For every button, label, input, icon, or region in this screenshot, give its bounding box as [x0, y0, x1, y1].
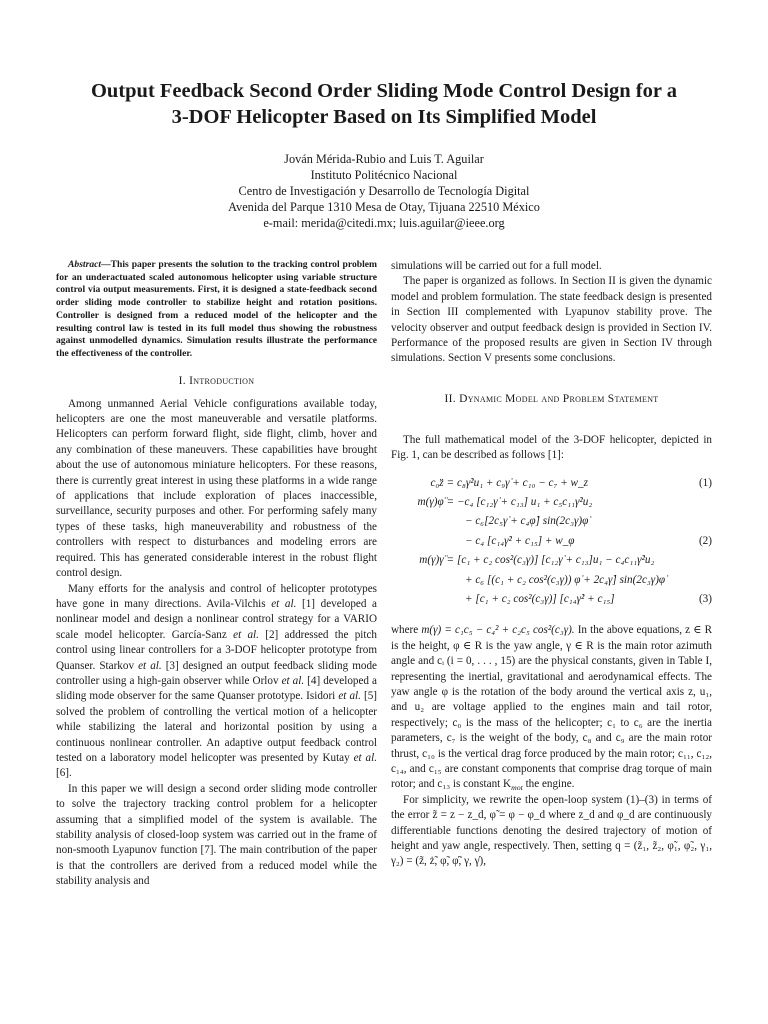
equation-2-rhs-3: − c₄ [c₁₄γ̇² + c₁₅] + w_φ — [465, 534, 575, 547]
equation-2-line-2 — [391, 512, 712, 531]
model-intro-paragraph: The full mathematical model of the 3-DOF helicopter, depicted in Fig. 1, can be described as follows [1]: — [391, 433, 712, 462]
equation-2-rhs-2: − c₆[2c₅γ̇ + c₄φ̇] sin(2c₃γ)φ̇ — [465, 515, 589, 528]
intro-paragraph-1: Among unmanned Aerial Vehicle configurations available today, helicopters are one the most maneuverable and versatile platforms. Helicopters can perform forward flight, side flight, climb, hover and any combination of these maneuvers. These capabilities have brought about the use of autonomous miniature helicopters. For these reasons, there is currently great interest in using these platforms in a wide range of applications that include exploration of places inaccessible, surveillance, security purposes and other. For performing safely many types of these tasks, high maneuverability and robustness of the controllers with respect to disturbances and modeling errors are required. This has generated considerable interest in the robust flight control design. — [56, 397, 377, 580]
equation-number-1: (1) — [698, 476, 712, 489]
affiliation-address: Avenida del Parque 1310 Mesa de Otay, Tijuana 22510 México — [228, 200, 540, 214]
section-heading-dynamic-model: II. Dynamic Model and Problem Statement — [444, 392, 659, 405]
right-paragraph-continued: simulations will be carried out for a full model. — [391, 260, 602, 272]
model-simplicity-paragraph: For simplicity, we rewrite the open-loop system (1)–(3) in terms of the error z̃ = z − z_d, φ̃ = φ − φ_d where z_d and φ_d are continuously differentiable functions denoting the desired trajectory of motion of height and yaw angle, respectively. Then, setting q = (z̃₁, z̃₂, φ̃₁, φ̃₂, γ₁, γ₂) = (z̃, ż̃, φ̃, φ̇̃, γ, γ̇), — [391, 793, 712, 868]
paper-title — [40, 78, 728, 130]
equation-3-rhs-2: + c₆ [(c₁ + c₂ cos²(c₃γ)) φ̇ + 2c₄γ̇] sin(2c₃γ)φ̇ — [465, 573, 666, 586]
organization-paragraph: The paper is organized as follows. In Section II is given the dynamic model and problem formulation. The state feedback design is presented in Section III complemented with Lyapunov stability prove. The velocity observer and output feedback design is provided in Section IV. Performance of the proposed results are given in Section IV through simulations. Section V presents some conclusions. — [391, 275, 712, 365]
inline-math-m-gamma: m(γ) = c₁c₅ − c₄² + c₂c₅ cos²(c₃γ). — [421, 624, 575, 637]
abstract-label: Abstract — [68, 259, 102, 270]
equation-3-lhs: m(γ)γ̈ = — [419, 554, 454, 567]
equation-3-line-3 — [391, 590, 712, 609]
equation-3-rhs-1: [c₁ + c₂ cos²(c₃γ)] [c₁₂γ̇ + c₁₃]u₁ − c₄c₁₁γ̇²u₂ — [457, 554, 655, 567]
equation-block — [391, 474, 712, 610]
affiliation-center: Centro de Investigación y Desarrollo de Tecnología Digital — [238, 184, 530, 198]
right-column — [391, 259, 712, 870]
equation-number-3: (3) — [698, 593, 712, 605]
intro-paragraph-3: In this paper we will design a second order sliding mode controller to solve the trajectory tracking control problem for a helicopter assuming that a simplified model of the system is available. The stability analysis of closed-loop system was carried out in the frame of non-smooth Lyapunov function [7]. The main contribution of the paper is that the controllers are derived from a reduced model while the stability analysis and — [56, 782, 377, 888]
equation-1-rhs: c₈γ̇²u₁ + c₉γ̇ + c₁₀ − c₇ + w_z — [457, 476, 588, 489]
equation-number-2: (2) — [698, 534, 712, 547]
equation-2-rhs-1: −c₄ [c₁₂γ̇ + c₁₃] u₁ + c₅c₁₁γ̇²u₂ — [457, 496, 593, 509]
author-names: Jován Mérida-Rubio and Luis T. Aguilar — [284, 152, 484, 166]
equation-2-line-3 — [391, 532, 712, 551]
model-where-paragraph: where m(γ) = c₁c₅ − c₄² + c₂c₅ cos²(c₃γ). In the above equations, z ∈ R is the height, φ ∈ R is the yaw angle, γ ∈ R is the main rotor azimuth angle and cᵢ (i = 0, . . . , 15) are the physical constants, given in Table I, representing the inertial, gravitational and aerodynamical effects. The yaw angle φ is the rotation of the body around the vertical axis z, u₁, and u₂ are voltage applied to the engines main and tail rotor, respectively; c₀ is the mass of the helicopter; c₁ to c₆ are the inertia parameters, c₇ is the weight of the body, c₈ and c₉ are the main rotor thrust, c₁₀ is the vertical drag force produced by the main rotor; c₁₁, c₁₂, c₁₄, and c₁₅ are constant components that comprise drag torque of main rotor; and c₁₃ is constant $K_{mot}$ the engine. — [391, 624, 712, 793]
title-line-2: 3-DOF Helicopter Based on Its Simplified Model — [171, 106, 597, 128]
author-email: e-mail: merida@citedi.mx; luis.aguilar@ieee.org — [263, 216, 505, 230]
equation-2-lhs: m(γ)φ̈ = — [417, 496, 454, 509]
intro-paragraph-2: Many efforts for the analysis and control of helicopter prototypes have gone in many directions. Avila-Vilchis et al. [1] developed a nonlinear model and design a nonlinear control strategy for a VARIO scale model helicopter. García-Sanz et al. [2] addressed the pitch control using linear controllers for a 3-DOF helicopter prototype from Quanser. Starkov et al. [3] designed an output feedback sliding mode controller using a high-gain observer while Orlov et al. [4] developed a sliding mode observer for the same Quanser prototype. Isidori et al. [5] solved the problem of controlling the vertical motion of a helicopter while stabilizing the lateral and horizontal position by using a continuous nonlinear controller. An adaptive output feedback control tested on a laboratory model helicopter was presented by Kutay et al. [6]. — [56, 582, 378, 780]
abstract-text: —This paper presents the solution to the tracking control problem for an underactuated scaled autonomous helicopter using variable structure control via output measurements. First, it is designed a state-feedback second order sliding mode controller to stabilize height and rotation positions. Controller is designed from a reduced model of the helicopter and the resulting control law is tested in its full model thus showing the robustness against unmodelled dynamics. Simulation results illustrate the performance the effectiveness of the controller. — [56, 259, 377, 359]
affiliation-institute: Instituto Politécnico Nacional — [310, 168, 458, 182]
abstract — [56, 259, 377, 361]
left-column — [56, 259, 377, 890]
equation-3-line-1 — [391, 551, 712, 570]
title-line-1: Output Feedback Second Order Sliding Mode Control Design for a — [90, 80, 677, 102]
section-heading-introduction: I. Introduction — [178, 374, 255, 387]
equation-3-line-2 — [391, 571, 712, 590]
equation-1-line — [391, 474, 712, 493]
equation-3-rhs-3: + [c₁ + c₂ cos²(c₃γ)] [c₁₄γ̇² + c₁₅] — [465, 593, 615, 605]
equation-2-line-1 — [391, 493, 712, 512]
author-block — [84, 151, 684, 231]
equation-1-lhs: c₀z̈ = — [430, 476, 454, 489]
